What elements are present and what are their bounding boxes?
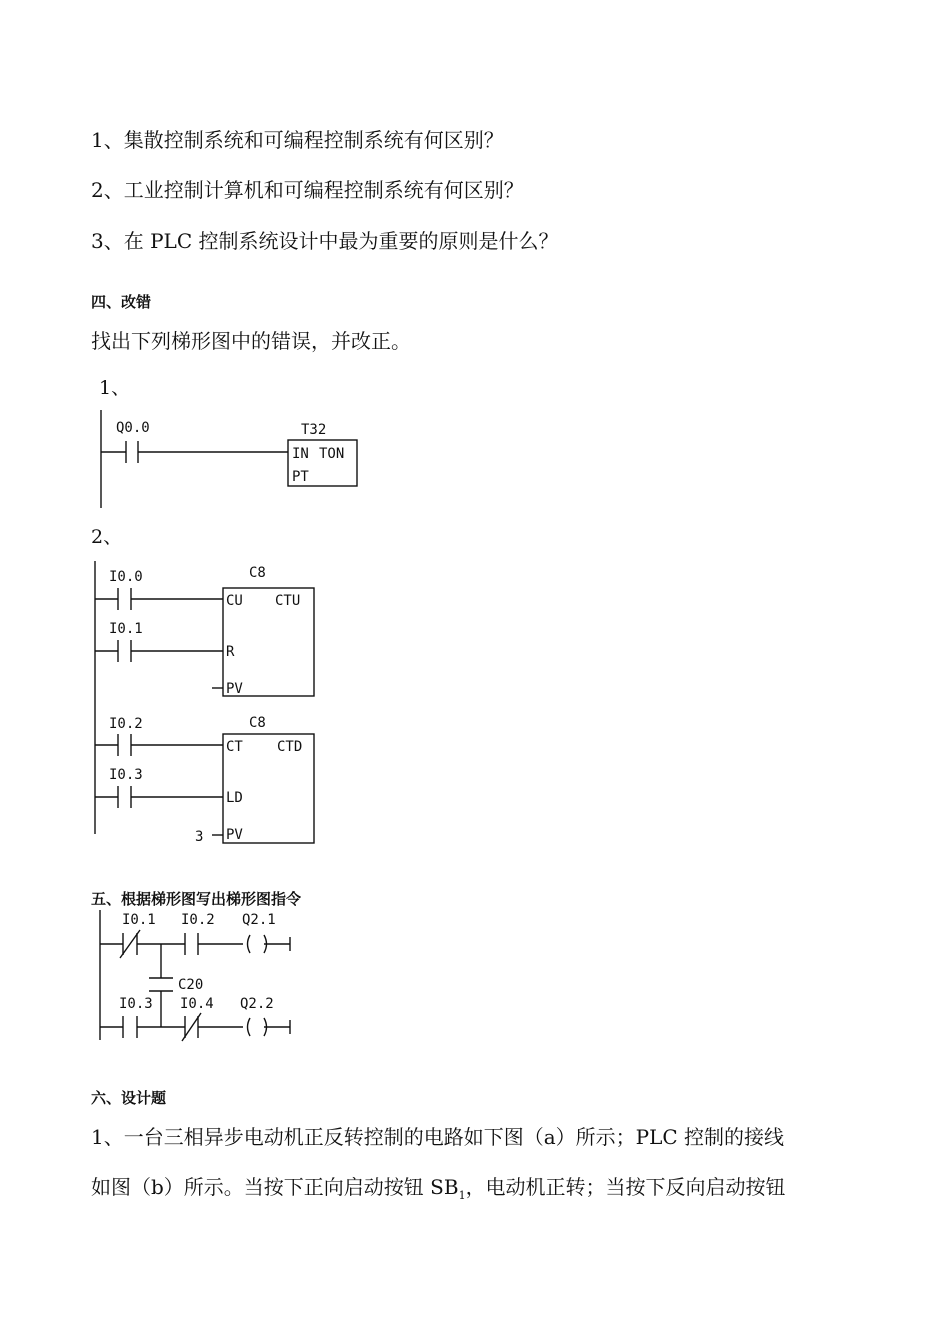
counter-name: C8 xyxy=(249,715,266,731)
coil-label: Q2.1 xyxy=(242,912,276,928)
coil-label: Q2.2 xyxy=(240,996,274,1012)
section-4-heading: 四、改错 xyxy=(91,293,152,311)
contact-label: I0.2 xyxy=(181,912,215,928)
question-2: 2、工业控制计算机和可编程控制系统有何区别？ xyxy=(91,178,524,202)
contact-label: I0.4 xyxy=(180,996,214,1012)
counter-ct-label: CT xyxy=(226,739,243,755)
diagram-1-number: 1、 xyxy=(99,377,131,399)
counter-type-label: CTD xyxy=(277,739,303,755)
preset-value: 3 xyxy=(195,829,204,845)
timer-name: T32 xyxy=(301,422,327,438)
counter-ld-label: LD xyxy=(226,790,243,806)
contact-label: Q0.0 xyxy=(116,420,150,436)
question-3: 3、在 PLC 控制系统设计中最为重要的原则是什么？ xyxy=(91,229,559,253)
contact-label: I0.2 xyxy=(109,716,143,732)
contact-label: I0.0 xyxy=(109,569,143,585)
timer-in-label: IN xyxy=(292,446,309,462)
design-question-line-2: 如图（b）所示。当按下正向启动按钮 $SB_1$，电动机正转；当按下反向启动按钮 xyxy=(91,1175,786,1202)
section-5-heading: 五、根据梯形图写出梯形图指令 xyxy=(91,890,302,908)
timer-type-label: TON xyxy=(319,446,345,462)
contact-label: I0.1 xyxy=(109,621,143,637)
counter-pv-label: PV xyxy=(226,827,243,843)
contact-label: I0.3 xyxy=(109,767,143,783)
counter-r-label: R xyxy=(226,644,235,660)
section-4-instruction: 找出下列梯形图中的错误，并改正。 xyxy=(91,329,411,353)
counter-pv-label: PV xyxy=(226,681,243,697)
contact-label: I0.1 xyxy=(122,912,156,928)
section-6-heading: 六、设计题 xyxy=(91,1089,167,1107)
diagram-2-number: 2、 xyxy=(91,526,123,548)
contact-label: I0.3 xyxy=(119,996,153,1012)
counter-type-label: CTU xyxy=(275,593,301,609)
contact-label: C20 xyxy=(178,977,204,993)
question-1: 1、集散控制系统和可编程控制系统有何区别？ xyxy=(91,128,504,152)
counter-name: C8 xyxy=(249,565,266,581)
timer-pt-label: PT xyxy=(292,469,309,485)
design-question-line-1: 1、一台三相异步电动机正反转控制的电路如下图（a）所示；PLC 控制的接线 xyxy=(91,1125,785,1149)
counter-cu-label: CU xyxy=(226,593,243,609)
